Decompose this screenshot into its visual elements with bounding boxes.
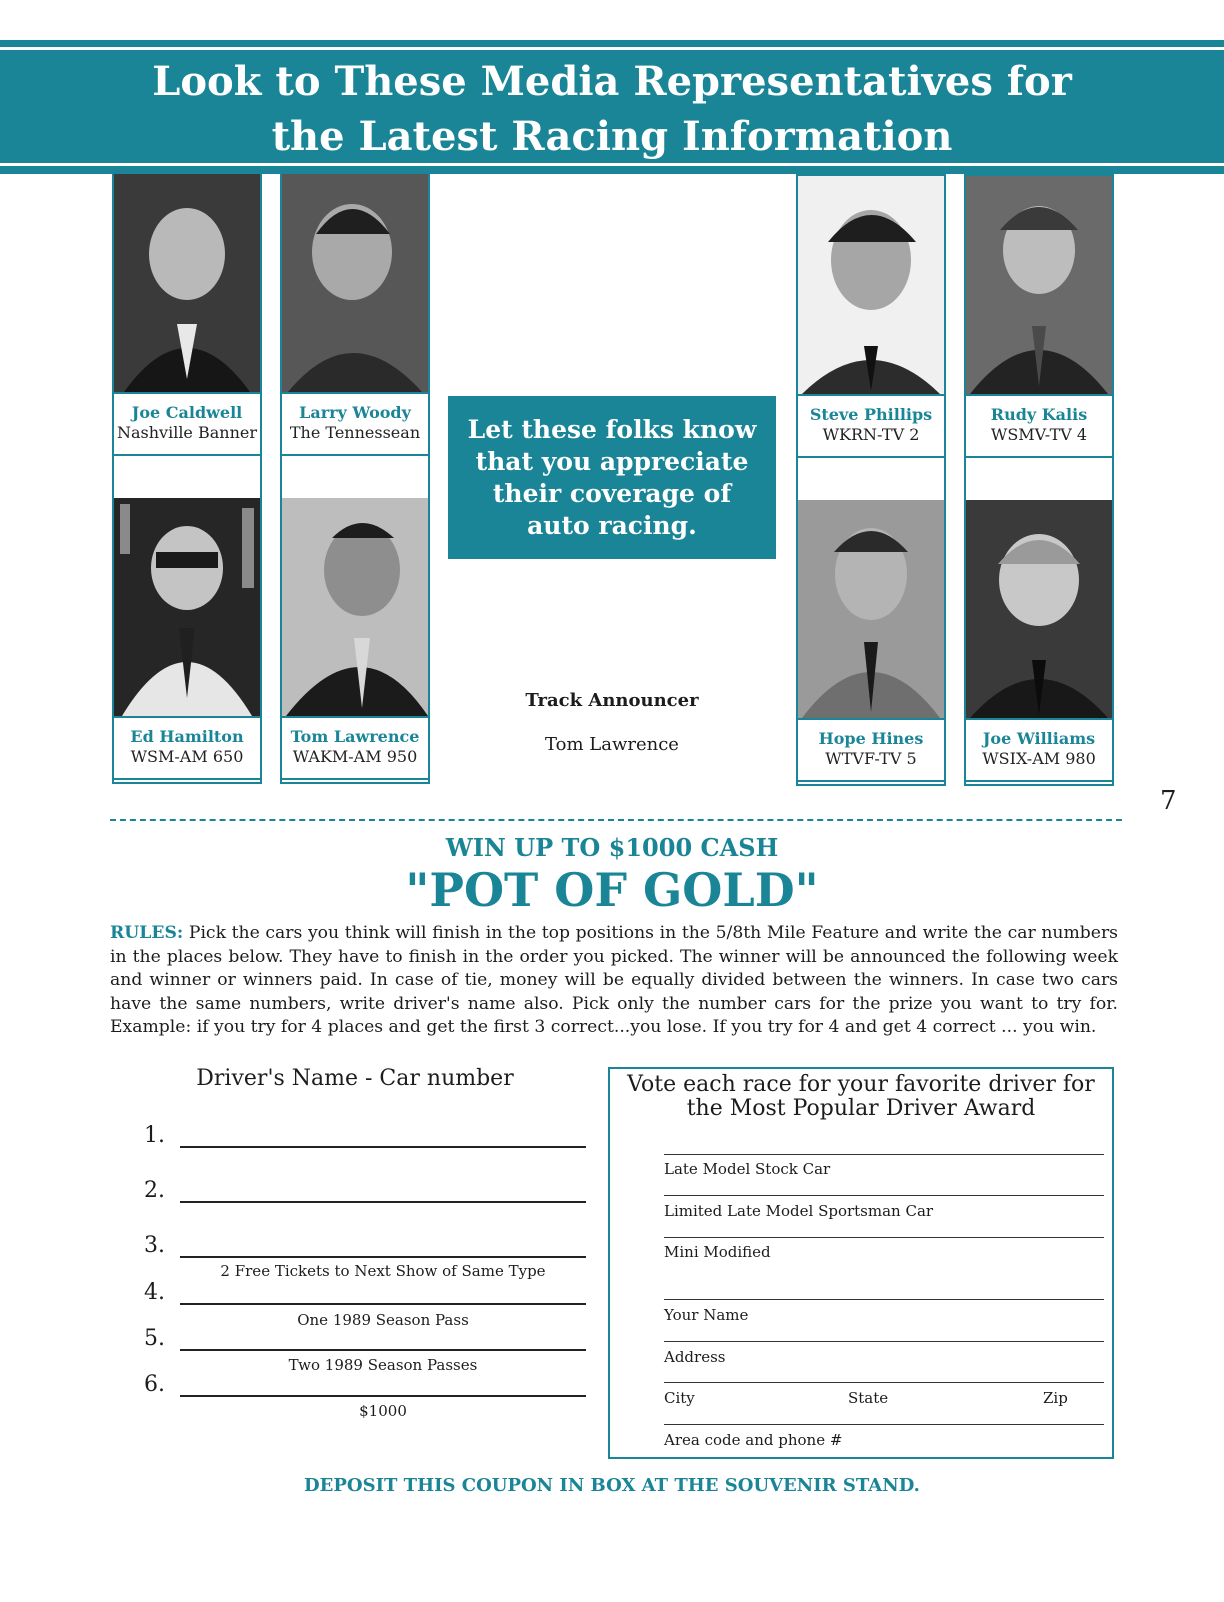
appreciation-text: Let these folks know that you appreciate their coverage of auto racing. — [467, 414, 757, 540]
vote-field-label: Late Model Stock Car — [664, 1160, 831, 1178]
vote-line[interactable] — [664, 1341, 1104, 1342]
rep-photo — [282, 498, 428, 716]
rep-station: WAKM-AM 950 — [292, 747, 418, 766]
page-title-line2: the Latest Racing Information — [271, 113, 953, 160]
rep-name: Ed Hamilton — [130, 727, 244, 746]
pick-line[interactable] — [180, 1201, 586, 1203]
header-rule-bottom — [0, 163, 1224, 166]
rules-label: RULES: — [110, 923, 184, 943]
vote-line[interactable] — [664, 1299, 1104, 1300]
rep-station: WSMV-TV 4 — [990, 425, 1088, 444]
vote-field-label: Address — [664, 1348, 726, 1366]
vote-line[interactable] — [664, 1237, 1104, 1238]
prize-label: 2 Free Tickets to Next Show of Same Type — [220, 1262, 546, 1280]
spacer — [798, 456, 944, 500]
vote-field-label: Mini Modified — [664, 1243, 771, 1261]
announcer-title: Track Announcer — [525, 690, 699, 711]
vote-line[interactable] — [664, 1424, 1104, 1425]
rep-photo — [966, 500, 1112, 718]
rules-text: Pick the cars you think will finish in the top positions in the 5/8th Mile Feature and write the car numbers in the places below. They have to finish in the order you picked. The winner will be announced the following week and winner or winners paid. In case of tie, money will be equally divided between the winners. In case two cars have the same numbers, write driver's name also. Pick only the number cars for the prize you want to try for. Example: if you try for 4 places and get the first 3 correct...you lose. If you try for 4 and get 4 correct ... you win. — [110, 923, 1118, 1037]
announcer-name: Tom Lawrence — [545, 734, 679, 755]
rep-column — [796, 174, 946, 786]
pick-number: 6. — [144, 1372, 165, 1397]
rep-photo — [798, 176, 944, 394]
rep-caption — [798, 718, 944, 782]
spacer — [282, 454, 428, 498]
pick-number: 4. — [144, 1280, 165, 1305]
rep-column — [112, 172, 262, 784]
rep-column — [280, 172, 430, 784]
page-title-line1: Look to These Media Representatives for — [152, 58, 1072, 105]
rep-photo — [114, 498, 260, 716]
contest-title: "POT OF GOLD" — [405, 863, 819, 917]
rep-name: Steve Phillips — [809, 405, 933, 424]
vote-line[interactable] — [664, 1195, 1104, 1196]
page-number: 7 — [1160, 786, 1177, 816]
rep-name: Hope Hines — [818, 729, 924, 748]
rep-photo — [282, 174, 428, 392]
vote-heading: Vote each race for your favorite driver for the Most Popular Driver Award — [627, 1072, 1095, 1121]
rep-name: Tom Lawrence — [290, 727, 420, 746]
appreciation-box — [448, 396, 776, 559]
pick-number: 5. — [144, 1326, 165, 1351]
rep-station: WSIX-AM 980 — [982, 749, 1096, 768]
rep-photo — [966, 176, 1112, 394]
rep-caption — [966, 394, 1112, 458]
prize-label: One 1989 Season Pass — [297, 1311, 469, 1329]
rep-caption — [798, 394, 944, 458]
deposit-instruction: DEPOSIT THIS COUPON IN BOX AT THE SOUVENIR STAND. — [304, 1475, 920, 1496]
rep-caption — [114, 716, 260, 780]
picks-heading: Driver's Name - Car number — [196, 1066, 514, 1091]
rep-name: Rudy Kalis — [990, 405, 1088, 424]
rep-name: Joe Caldwell — [131, 403, 243, 422]
rep-station: WTVF-TV 5 — [825, 749, 917, 768]
vote-field-label: Your Name — [664, 1306, 749, 1324]
rep-caption — [114, 392, 260, 456]
header-banner — [0, 40, 1224, 174]
vote-line[interactable] — [664, 1154, 1104, 1155]
contest-subtitle: WIN UP TO $1000 CASH — [445, 833, 779, 862]
rep-caption — [966, 718, 1112, 782]
rep-caption — [282, 716, 428, 780]
rep-station: Nashville Banner — [116, 423, 258, 442]
rules-paragraph — [110, 922, 1118, 1040]
pick-line[interactable] — [180, 1349, 586, 1351]
pick-line[interactable] — [180, 1395, 586, 1397]
spacer — [966, 456, 1112, 500]
spacer — [114, 454, 260, 498]
prize-label: Two 1989 Season Passes — [288, 1356, 478, 1374]
header-rule-top — [0, 47, 1224, 50]
pick-line[interactable] — [180, 1146, 586, 1148]
vote-field-label: Limited Late Model Sportsman Car — [664, 1202, 934, 1220]
rep-photo — [798, 500, 944, 718]
rep-station: The Tennessean — [289, 423, 421, 442]
pick-line[interactable] — [180, 1303, 586, 1305]
vote-box — [608, 1067, 1114, 1459]
rep-station: WSM-AM 650 — [130, 747, 244, 766]
vote-field-label: Zip — [1043, 1389, 1068, 1407]
rep-station: WKRN-TV 2 — [822, 425, 920, 444]
rep-name: Joe Williams — [982, 729, 1096, 748]
prize-label: $1000 — [359, 1402, 407, 1420]
cut-line — [110, 819, 1122, 821]
pick-line[interactable] — [180, 1256, 586, 1258]
pick-number: 3. — [144, 1233, 165, 1258]
rep-caption — [282, 392, 428, 456]
rep-photo — [114, 174, 260, 392]
pick-number: 1. — [144, 1123, 165, 1148]
vote-line[interactable] — [664, 1382, 1104, 1383]
rep-column — [964, 174, 1114, 786]
page-title — [0, 54, 1224, 164]
rep-name: Larry Woody — [299, 403, 411, 422]
vote-field-label: City — [664, 1389, 695, 1407]
vote-field-label: Area code and phone # — [664, 1431, 843, 1449]
vote-field-label: State — [848, 1389, 889, 1407]
pick-number: 2. — [144, 1178, 165, 1203]
